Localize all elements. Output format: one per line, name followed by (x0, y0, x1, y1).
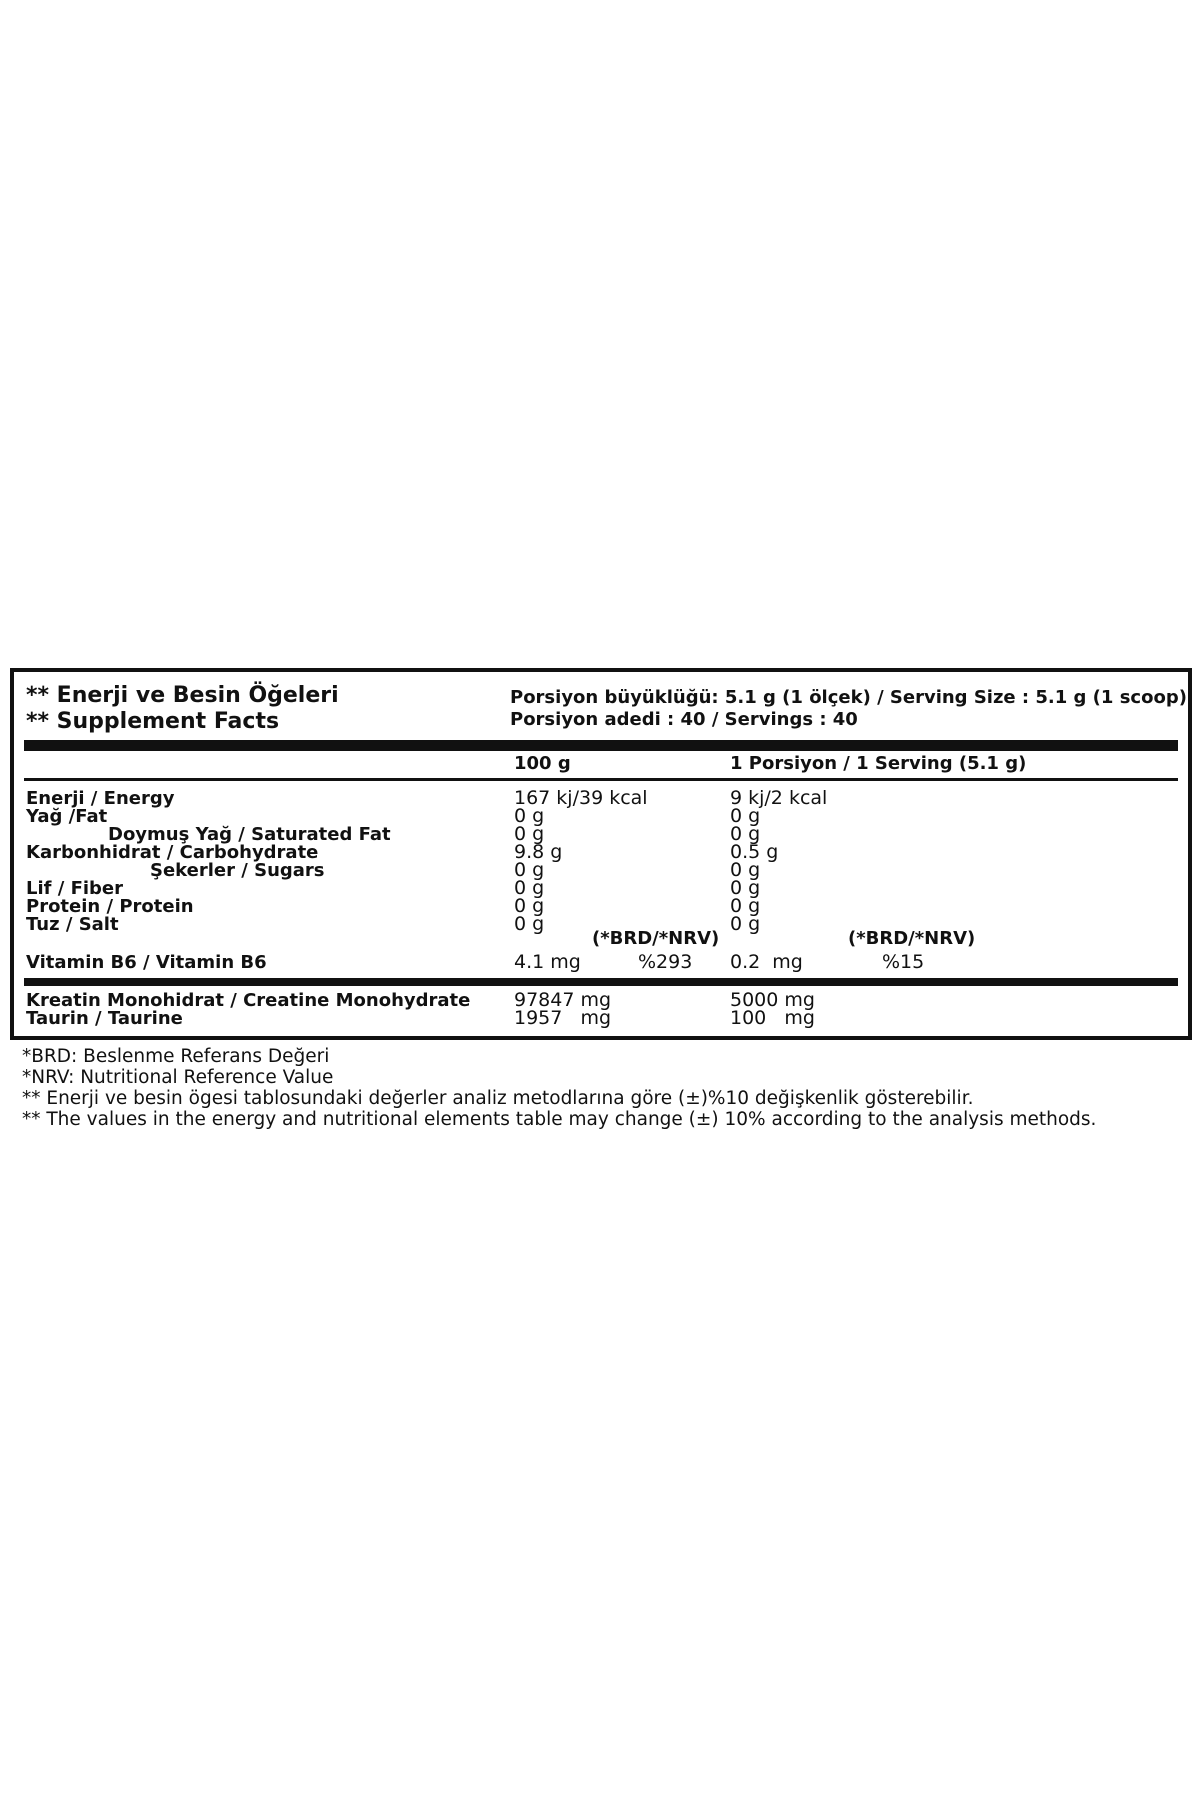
row-100g-salt: 0 g (514, 913, 545, 935)
row-label-carbohydrate: Karbonhidrat / Carbohydrate (26, 842, 319, 863)
row-100g-protein: 0 g (514, 895, 545, 917)
row-label-fat: Yağ /Fat (26, 806, 108, 827)
row-serving-energy: 9 kj/2 kcal (730, 787, 828, 809)
row-serving-taurine: 100 mg (730, 1007, 815, 1029)
row-nrv100-vitamin-b6: %293 (638, 951, 693, 973)
row-serving-fiber: 0 g (730, 877, 761, 899)
title-tr: ** Enerji ve Besin Öğeleri (26, 683, 339, 708)
row-label-energy: Enerji / Energy (26, 788, 175, 809)
footnote-nrv: *NRV: Nutritional Reference Value (22, 1067, 334, 1088)
row-label-protein: Protein / Protein (26, 896, 194, 917)
row-serving-creatine: 5000 mg (730, 989, 815, 1011)
row-serving-protein: 0 g (730, 895, 761, 917)
row-100g-fiber: 0 g (514, 877, 545, 899)
row-serving-salt: 0 g (730, 913, 761, 935)
row-serving-saturated-fat: 0 g (730, 823, 761, 845)
nrv-header-serving: (*BRD/*NRV) (848, 928, 976, 949)
row-100g-fat: 0 g (514, 805, 545, 827)
row-label-saturated-fat: Doymuş Yağ / Saturated Fat (108, 824, 391, 845)
row-label-taurine: Taurin / Taurine (26, 1008, 183, 1029)
row-label-fiber: Lif / Fiber (26, 878, 124, 899)
row-100g-sugars: 0 g (514, 859, 545, 881)
footnote-variance-en: ** The values in the energy and nutritional elements table may change (±) 10% according to the analysis methods. (22, 1109, 1097, 1130)
row-100g-saturated-fat: 0 g (514, 823, 545, 845)
footnote-variance-tr: ** Enerji ve besin ögesi tablosundaki değerler analiz metodlarına göre (±)%10 değişkenlik gösterebilir. (22, 1088, 974, 1109)
row-100g-carbohydrate: 9.8 g (514, 841, 563, 863)
row-label-sugars: Şekerler / Sugars (150, 860, 325, 881)
column-header-serving: 1 Porsiyon / 1 Serving (5.1 g) (730, 753, 1027, 774)
row-label-salt: Tuz / Salt (26, 914, 119, 935)
footnote-brd: *BRD: Beslenme Referans Değeri (22, 1046, 330, 1067)
ingredients-thick-bar (24, 978, 1178, 986)
serving-size: Porsiyon büyüklüğü: 5.1 g (1 ölçek) / Serving Size : 5.1 g (1 scoop) (510, 687, 1187, 708)
row-100g-energy: 167 kj/39 kcal (514, 787, 648, 809)
row-nrvserving-vitamin-b6: %15 (882, 951, 925, 973)
row-serving-carbohydrate: 0.5 g (730, 841, 779, 863)
row-100g-vitamin-b6: 4.1 mg (514, 951, 581, 973)
servings-count: Porsiyon adedi : 40 / Servings : 40 (510, 709, 858, 730)
title-en: ** Supplement Facts (26, 709, 280, 734)
footnotes (22, 1046, 1096, 1130)
row-label-vitamin-b6: Vitamin B6 / Vitamin B6 (26, 952, 267, 973)
row-serving-vitamin-b6: 0.2 mg (730, 951, 803, 973)
column-header-100g: 100 g (514, 753, 571, 774)
supplement-facts-panel (10, 668, 1192, 1040)
row-serving-fat: 0 g (730, 805, 761, 827)
column-divider (24, 778, 1178, 781)
nrv-header-100g: (*BRD/*NRV) (592, 928, 720, 949)
header-thick-bar (24, 743, 1178, 751)
row-serving-sugars: 0 g (730, 859, 761, 881)
row-100g-creatine: 97847 mg (514, 989, 612, 1011)
row-100g-taurine: 1957 mg (514, 1007, 612, 1029)
row-label-creatine: Kreatin Monohidrat / Creatine Monohydrate (26, 990, 471, 1011)
